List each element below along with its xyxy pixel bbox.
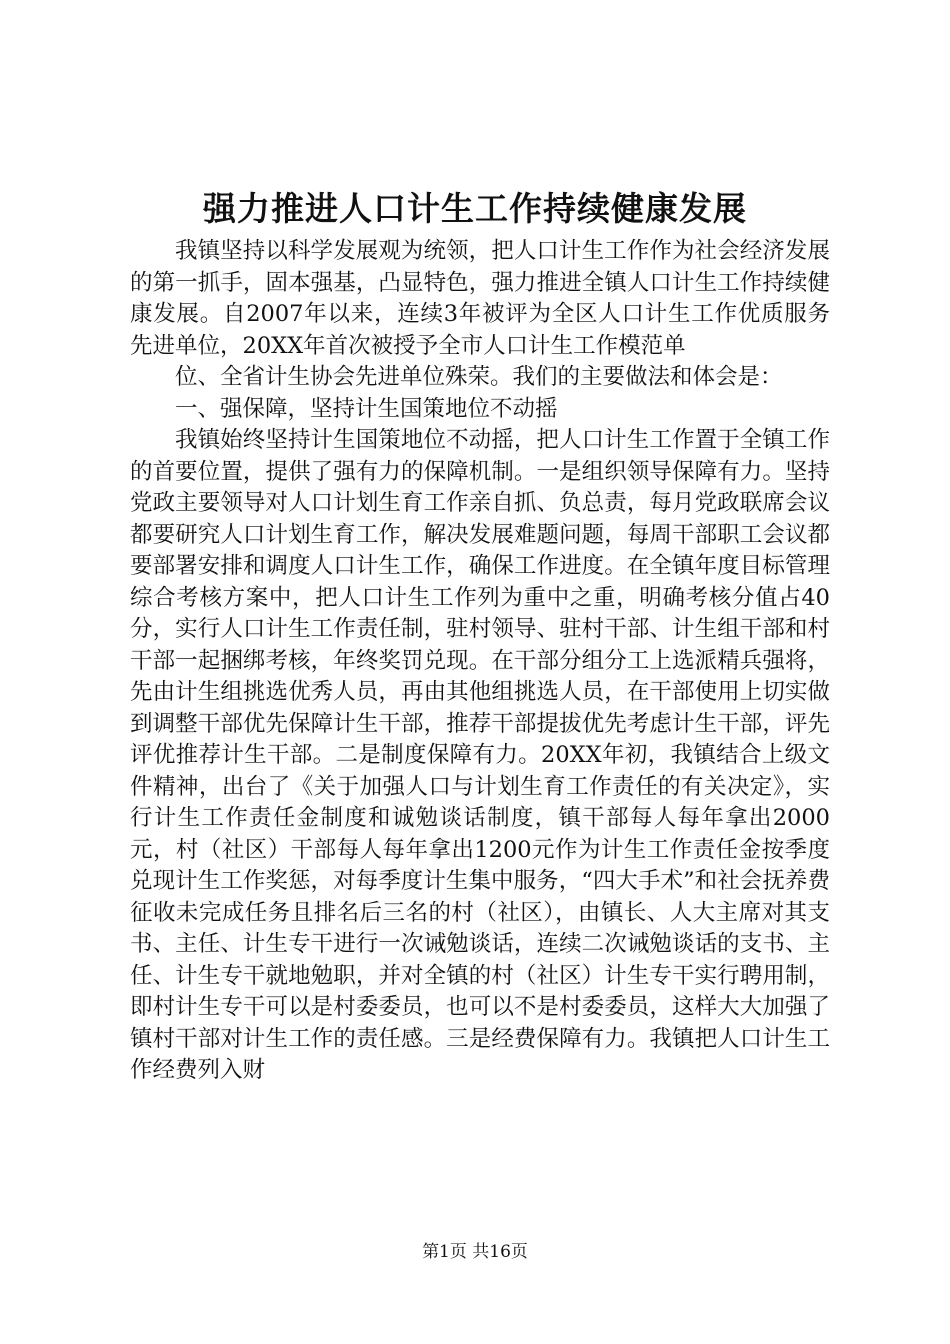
document-title: 强力推进人口计生工作持续健康发展 xyxy=(203,189,747,228)
section-heading-1: 一、强保障，坚持计生国策地位不动摇 xyxy=(175,395,558,422)
page-footer: 第1页 共16页 xyxy=(422,1242,528,1262)
document-body xyxy=(130,236,830,1087)
paragraph-section-1: 我镇始终坚持计生国策地位不动摇，把人口计生工作置于全镇工作的首要位置，提供了强有力的保障机制。一是组织领导保障有力。坚持党政主要领导对人口计划生育工作亲自抓、负总责，每月党政联席会议都要研究人口计划生育工作，解决发展难题问题，每周干部职工会议都要部署安排和调度人口计生工作，确保工作进度。在全镇年度目标管理综合考核方案中，把人口计生工作列为重中之重，明确考核分值占40分，实行人口计生工作责任制，驻村领导、驻村干部、计生组干部和村干部一起捆绑考核，年终奖罚兑现。在干部分组分工上选派精兵强将，先由计生组挑选优秀人员，再由其他组挑选人员，在干部使用上切实做到调整干部优先保障计生干部，推荐干部提拔优先考虑计生干部，评先评优推荐计生干部。二是制度保障有力。20XX年初，我镇结合上级文件精神，出台了《关于加强人口与计划生育工作责任的有关决定》，实行计生工作责任金制度和诚勉谈话制度，镇干部每人每年拿出2000元，村（社区）干部每人每年拿出1200元作为计生工作责任金按季度兑现计生工作奖惩，对每季度计生集中服务，“四大手术”和社会抚养费征收未完成任务且排名后三名的村（社区），由镇长、人大主席对其支书、主任、计生专干进行一次诫勉谈话，连续二次诫勉谈话的支书、主任、计生专干就地勉职，并对全镇的村（社区）计生专干实行聘用制，即村计生专干可以是村委委员，也可以不是村委委员，这样大大加强了镇村干部对计生工作的责任感。三是经费保障有力。我镇把人口计生工作经费列入财 xyxy=(130,427,830,1083)
paragraph-intro-continued: 位、全省计生协会先进单位殊荣。我们的主要做法和体会是： xyxy=(175,364,783,390)
paragraph-intro: 我镇坚持以科学发展观为统领，把人口计生工作作为社会经济发展的第一抓手，固本强基，凸显特色，强力推进全镇人口计生工作持续健康发展。自2007年以来，连续3年被评为全区人口计生工作优质服务先进单位，20XX年首次被授予全市人口计生工作模范单 xyxy=(130,238,830,359)
